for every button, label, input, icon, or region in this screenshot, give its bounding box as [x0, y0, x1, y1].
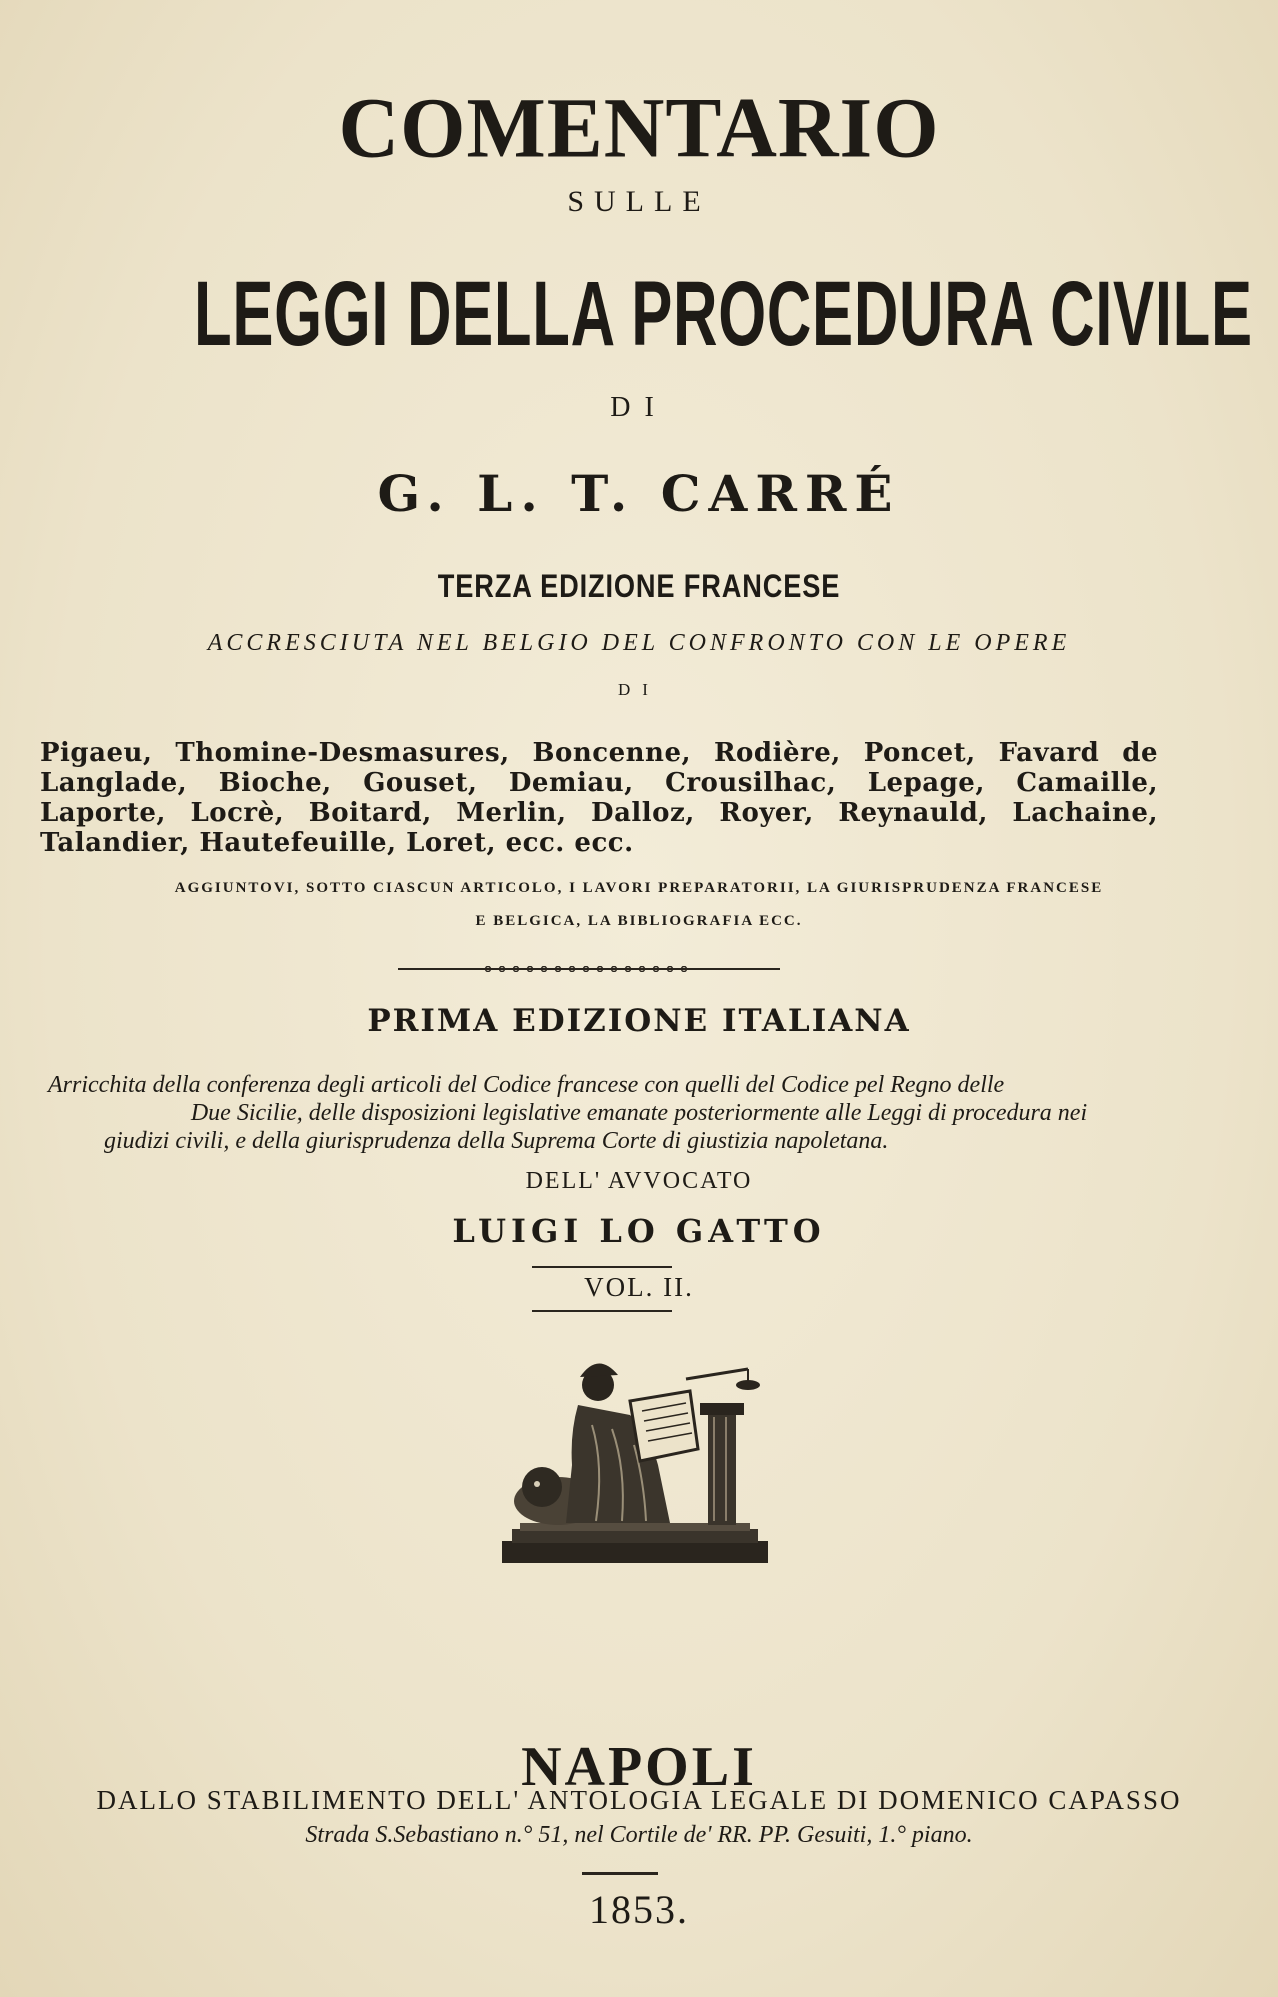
ornamental-rule: [398, 966, 780, 972]
additions-line-1: AGGIUNTOVI, SOTTO CIASCUN ARTICOLO, I LAVORI PREPARATORII, LA GIURISPRUDENZA FRANCESE: [174, 880, 1104, 896]
small-divider: [582, 1872, 658, 1875]
publisher: DALLO STABILIMENTO DELL' ANTOLOGIA LEGALE DI DOMENICO CAPASSO: [96, 1785, 1182, 1815]
volume-number: VOL. II.: [584, 1272, 694, 1302]
translator-name: LUIGI LO GATTO: [452, 1212, 826, 1250]
enrichment-line-1: Arricchita della conferenza degli articoli del Codice francese con quelli del Codice pel Regno delle: [48, 1072, 1005, 1098]
volume-rule-bottom: [532, 1310, 672, 1312]
french-edition: TERZA EDIZIONE FRANCESE: [437, 568, 841, 604]
by-label: DI: [610, 392, 668, 423]
enrichment-line-2: Due Sicilie, delle disposizioni legislative emanate posteriormente alle Leggi di procedura nei: [190, 1100, 1088, 1126]
lawyer-label: DELL' AVVOCATO: [525, 1168, 753, 1194]
accresciuta-line: ACCRESCIUTA NEL BELGIO DEL CONFRONTO CON LE OPERE: [207, 630, 1071, 656]
justice-emblem-icon: [500, 1345, 770, 1567]
title-connector: SULLE: [567, 185, 711, 218]
volume-rule-top: [532, 1266, 672, 1268]
book-subtitle: LEGGI DELLA PROCEDURA CIVILE: [194, 263, 1253, 365]
enrichment-line-3: giudizi civili, e della giurisprudenza della Suprema Corte di giustizia napoletana.: [104, 1128, 889, 1154]
publication-year: 1853.: [589, 1887, 689, 1932]
book-title: COMENTARIO: [338, 81, 940, 176]
by-label-small: DI: [618, 680, 660, 699]
italian-edition: PRIMA EDIZIONE ITALIANA: [367, 1003, 911, 1039]
publisher-address: Strada S.Sebastiano n.° 51, nel Cortile de' RR. PP. Gesuiti, 1.° piano.: [305, 1822, 973, 1848]
additions-line-2: E BELGICA, LA BIBLIOGRAFIA ECC.: [475, 913, 803, 929]
city: NAPOLI: [521, 1736, 757, 1798]
author-name: G. L. T. CARRÉ: [377, 464, 901, 523]
cited-authors: Pigaeu, Thomine-Desmasures, Boncenne, Rodière, Poncet, Favard de Langlade, Bioche, Gouset, Demiau, Crousilhac, Lepage, Camaille, Laporte, Locrè, Boitard, Merlin, Dalloz, Royer, Reynauld, Lachaine, Talandier, Hautefeuille, Loret, ecc. ecc.: [40, 738, 1158, 858]
